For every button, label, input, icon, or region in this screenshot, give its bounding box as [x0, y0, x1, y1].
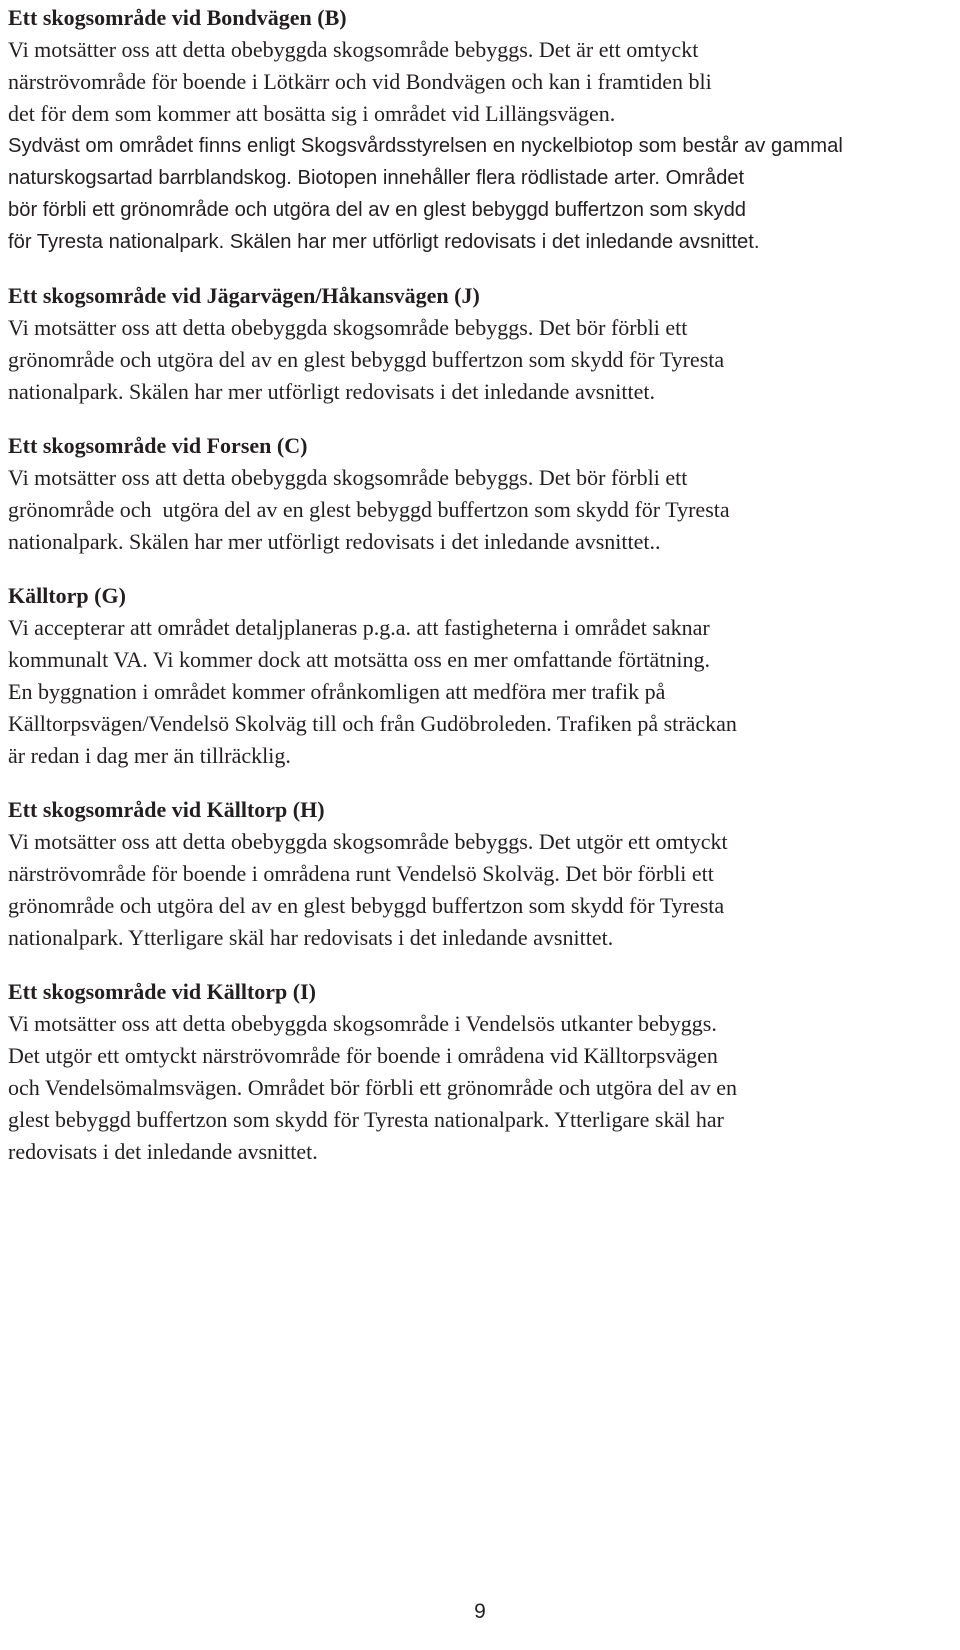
- paragraph-line: redovisats i det inledande avsnittet.: [8, 1139, 318, 1164]
- section-heading: Källtorp (G): [8, 583, 126, 608]
- paragraph-line: En byggnation i området kommer ofrånkomligen att medföra mer trafik på: [8, 679, 666, 704]
- section-heading: Ett skogsområde vid Bondvägen (B): [8, 5, 347, 30]
- paragraph-line: grönområde och utgöra del av en glest bebyggd buffertzon som skydd för Tyresta: [8, 497, 730, 522]
- paragraph-line: och Vendelsömalmsvägen. Området bör förbli ett grönområde och utgöra del av en: [8, 1075, 738, 1100]
- paragraph-line: Vi motsätter oss att detta obebyggda skogsområde bebyggs. Det är ett omtyckt: [8, 37, 699, 62]
- section-jagarvagen: [8, 278, 953, 408]
- section-kalltorp-i: [8, 974, 953, 1168]
- page-number: 9: [474, 1600, 486, 1623]
- paragraph-line: Källtorpsvägen/Vendelsö Skolväg till och från Gudöbroleden. Trafiken på sträckan: [8, 711, 737, 736]
- paragraph-line: grönområde och utgöra del av en glest bebyggd buffertzon som skydd för Tyresta: [8, 347, 725, 372]
- section-bondvagen: [8, 0, 953, 258]
- paragraph-line: nationalpark. Skälen har mer utförligt redovisats i det inledande avsnittet.: [8, 379, 655, 404]
- section-kalltorp-h: [8, 792, 953, 954]
- paragraph-line: närströvområde för boende i Lötkärr och vid Bondvägen och kan i framtiden bli: [8, 69, 712, 94]
- paragraph-line: nationalpark. Ytterligare skäl har redovisats i det inledande avsnittet.: [8, 925, 614, 950]
- document-page: [8, 0, 953, 1188]
- section-heading: Ett skogsområde vid Källtorp (I): [8, 979, 316, 1004]
- paragraph-line: kommunalt VA. Vi kommer dock att motsätta oss en mer omfattande förtätning.: [8, 647, 710, 672]
- paragraph-line: Det utgör ett omtyckt närströvområde för boende i områdena vid Källtorpsvägen: [8, 1043, 718, 1068]
- section-kalltorp-g: [8, 578, 953, 772]
- section-heading: Ett skogsområde vid Jägarvägen/Håkansvägen (J): [8, 283, 480, 308]
- paragraph-line: närströvområde för boende i områdena runt Vendelsö Skolväg. Det bör förbli ett: [8, 861, 714, 886]
- paragraph-line: grönområde och utgöra del av en glest bebyggd buffertzon som skydd för Tyresta: [8, 893, 725, 918]
- section-heading: Ett skogsområde vid Forsen (C): [8, 433, 308, 458]
- paragraph-line: naturskogsartad barrblandskog. Biotopen innehåller flera rödlistade arter. Området: [8, 167, 745, 189]
- paragraph-line: det för dem som kommer att bosätta sig i området vid Lillängsvägen.: [8, 101, 616, 126]
- paragraph-line: Vi motsätter oss att detta obebyggda skogsområde bebyggs. Det bör förbli ett: [8, 465, 688, 490]
- paragraph-line: bör förbli ett grönområde och utgöra del av en glest bebyggd buffertzon som skydd: [8, 199, 747, 221]
- section-forsen: [8, 428, 953, 558]
- paragraph-line: glest bebyggd buffertzon som skydd för Tyresta nationalpark. Ytterligare skäl har: [8, 1107, 724, 1132]
- paragraph-line: Vi accepterar att området detaljplaneras p.g.a. att fastigheterna i området saknar: [8, 615, 710, 640]
- paragraph-line: Vi motsätter oss att detta obebyggda skogsområde i Vendelsös utkanter bebyggs.: [8, 1011, 717, 1036]
- paragraph-line: Sydväst om området finns enligt Skogsvårdsstyrelsen en nyckelbiotop som består av gammal: [8, 135, 843, 157]
- paragraph-line: Vi motsätter oss att detta obebyggda skogsområde bebyggs. Det bör förbli ett: [8, 315, 688, 340]
- paragraph-line: Vi motsätter oss att detta obebyggda skogsområde bebyggs. Det utgör ett omtyckt: [8, 829, 728, 854]
- paragraph-line: är redan i dag mer än tillräcklig.: [8, 743, 291, 768]
- paragraph-line: nationalpark. Skälen har mer utförligt redovisats i det inledande avsnittet..: [8, 529, 661, 554]
- paragraph-line: för Tyresta nationalpark. Skälen har mer utförligt redovisats i det inledande avsnittet.: [8, 231, 760, 253]
- section-heading: Ett skogsområde vid Källtorp (H): [8, 797, 325, 822]
